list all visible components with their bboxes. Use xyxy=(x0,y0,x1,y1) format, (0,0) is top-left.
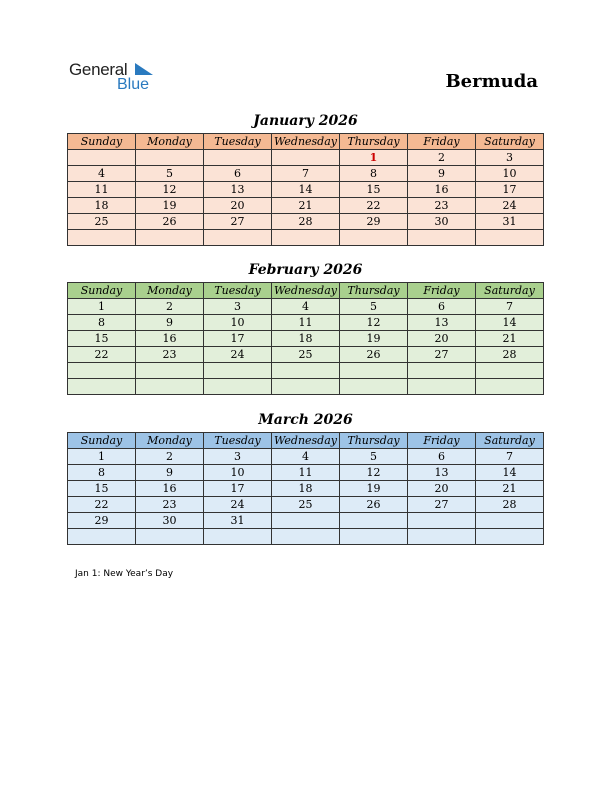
day-cell: 31 xyxy=(476,214,544,230)
empty-day-cell xyxy=(68,230,136,246)
generalblue-logo xyxy=(69,60,169,96)
empty-day-cell xyxy=(204,150,272,166)
weekday-header: Sunday xyxy=(68,134,136,150)
day-cell: 15 xyxy=(68,331,136,347)
empty-day-cell xyxy=(476,230,544,246)
empty-day-cell xyxy=(136,150,204,166)
weekday-header: Sunday xyxy=(68,433,136,449)
country-title: Bermuda xyxy=(445,71,538,92)
day-cell: 26 xyxy=(340,347,408,363)
weekday-header: Wednesday xyxy=(272,283,340,299)
week-row xyxy=(68,497,544,513)
empty-day-cell xyxy=(68,529,136,545)
day-cell: 5 xyxy=(136,166,204,182)
day-cell: 27 xyxy=(408,497,476,513)
day-cell: 17 xyxy=(204,331,272,347)
empty-day-cell xyxy=(340,230,408,246)
week-row xyxy=(68,214,544,230)
weekday-header: Tuesday xyxy=(204,134,272,150)
day-cell: 21 xyxy=(272,198,340,214)
empty-day-cell xyxy=(340,379,408,395)
day-cell: 30 xyxy=(408,214,476,230)
day-cell: 25 xyxy=(68,214,136,230)
day-cell: 10 xyxy=(204,315,272,331)
day-cell: 20 xyxy=(204,198,272,214)
day-cell: 23 xyxy=(136,497,204,513)
empty-day-cell xyxy=(476,363,544,379)
day-cell: 21 xyxy=(476,481,544,497)
empty-day-cell xyxy=(476,379,544,395)
week-row xyxy=(68,465,544,481)
empty-day-cell xyxy=(408,230,476,246)
day-cell: 25 xyxy=(272,347,340,363)
week-row xyxy=(68,529,544,545)
empty-day-cell xyxy=(136,230,204,246)
day-cell: 28 xyxy=(272,214,340,230)
day-cell: 15 xyxy=(68,481,136,497)
day-cell: 24 xyxy=(204,347,272,363)
day-cell: 9 xyxy=(136,315,204,331)
day-cell: 8 xyxy=(340,166,408,182)
day-cell: 18 xyxy=(272,481,340,497)
day-cell: 22 xyxy=(340,198,408,214)
week-row xyxy=(68,299,544,315)
empty-day-cell xyxy=(272,379,340,395)
week-row xyxy=(68,513,544,529)
empty-day-cell xyxy=(204,379,272,395)
day-cell: 19 xyxy=(136,198,204,214)
holiday-notes xyxy=(75,569,173,579)
empty-day-cell xyxy=(136,379,204,395)
day-cell: 7 xyxy=(476,299,544,315)
empty-day-cell xyxy=(68,150,136,166)
day-cell: 10 xyxy=(476,166,544,182)
weekday-header: Wednesday xyxy=(272,134,340,150)
weekday-header: Wednesday xyxy=(272,433,340,449)
weekday-header: Thursday xyxy=(340,134,408,150)
logo-general-text: General xyxy=(69,60,128,79)
logo-blue-text: Blue xyxy=(117,76,150,93)
empty-day-cell xyxy=(476,513,544,529)
day-cell: 14 xyxy=(476,465,544,481)
empty-day-cell xyxy=(340,529,408,545)
day-cell: 29 xyxy=(68,513,136,529)
day-cell: 6 xyxy=(408,449,476,465)
empty-day-cell xyxy=(272,150,340,166)
weekday-header: Sunday xyxy=(68,283,136,299)
day-cell: 9 xyxy=(136,465,204,481)
day-cell: 2 xyxy=(136,449,204,465)
day-cell: 22 xyxy=(68,347,136,363)
day-cell: 24 xyxy=(476,198,544,214)
day-cell: 12 xyxy=(340,315,408,331)
week-row xyxy=(68,182,544,198)
weekday-header-row xyxy=(68,134,544,150)
empty-day-cell xyxy=(204,363,272,379)
day-cell: 24 xyxy=(204,497,272,513)
empty-day-cell xyxy=(408,363,476,379)
day-cell: 7 xyxy=(476,449,544,465)
day-cell: 19 xyxy=(340,481,408,497)
empty-day-cell xyxy=(272,513,340,529)
day-cell: 11 xyxy=(272,465,340,481)
empty-day-cell xyxy=(68,379,136,395)
empty-day-cell xyxy=(476,529,544,545)
day-cell: 1 xyxy=(68,299,136,315)
day-cell: 31 xyxy=(204,513,272,529)
day-cell: 29 xyxy=(340,214,408,230)
day-cell: 4 xyxy=(272,299,340,315)
day-cell: 27 xyxy=(408,347,476,363)
week-row xyxy=(68,379,544,395)
day-cell: 23 xyxy=(136,347,204,363)
day-cell: 13 xyxy=(204,182,272,198)
day-cell: 26 xyxy=(136,214,204,230)
day-cell: 25 xyxy=(272,497,340,513)
day-cell: 13 xyxy=(408,465,476,481)
day-cell: 8 xyxy=(68,465,136,481)
day-cell: 20 xyxy=(408,331,476,347)
empty-day-cell xyxy=(340,363,408,379)
day-cell: 3 xyxy=(476,150,544,166)
day-cell: 16 xyxy=(136,481,204,497)
day-cell: 16 xyxy=(408,182,476,198)
week-row xyxy=(68,363,544,379)
day-cell: 14 xyxy=(476,315,544,331)
day-cell: 28 xyxy=(476,347,544,363)
day-cell: 2 xyxy=(408,150,476,166)
empty-day-cell xyxy=(204,230,272,246)
day-cell: 8 xyxy=(68,315,136,331)
day-cell: 30 xyxy=(136,513,204,529)
day-cell: 19 xyxy=(340,331,408,347)
day-cell: 15 xyxy=(340,182,408,198)
weekday-header: Saturday xyxy=(476,433,544,449)
day-cell: 26 xyxy=(340,497,408,513)
week-row xyxy=(68,150,544,166)
day-cell: 27 xyxy=(204,214,272,230)
day-cell: 4 xyxy=(272,449,340,465)
weekday-header: Monday xyxy=(136,134,204,150)
empty-day-cell xyxy=(136,363,204,379)
week-row xyxy=(68,449,544,465)
day-cell: 1 xyxy=(68,449,136,465)
empty-day-cell xyxy=(408,513,476,529)
empty-day-cell xyxy=(272,230,340,246)
empty-day-cell xyxy=(272,363,340,379)
empty-day-cell xyxy=(204,529,272,545)
holiday-note: Jan 1: New Year’s Day xyxy=(75,569,174,579)
day-cell: 17 xyxy=(476,182,544,198)
month-title-march: March 2026 xyxy=(258,412,353,428)
day-cell: 1 xyxy=(340,150,408,166)
day-cell: 11 xyxy=(272,315,340,331)
week-row xyxy=(68,230,544,246)
month-title-february: February 2026 xyxy=(248,262,363,278)
day-cell: 3 xyxy=(204,299,272,315)
day-cell: 9 xyxy=(408,166,476,182)
day-cell: 6 xyxy=(204,166,272,182)
weekday-header: Tuesday xyxy=(204,283,272,299)
empty-day-cell xyxy=(68,363,136,379)
day-cell: 13 xyxy=(408,315,476,331)
week-row xyxy=(68,481,544,497)
day-cell: 4 xyxy=(68,166,136,182)
empty-day-cell xyxy=(408,529,476,545)
calendar-february xyxy=(67,282,544,395)
empty-day-cell xyxy=(136,529,204,545)
day-cell: 22 xyxy=(68,497,136,513)
day-cell: 6 xyxy=(408,299,476,315)
day-cell: 23 xyxy=(408,198,476,214)
logo-triangle-icon xyxy=(135,63,153,77)
weekday-header: Thursday xyxy=(340,283,408,299)
empty-day-cell xyxy=(272,529,340,545)
week-row xyxy=(68,331,544,347)
weekday-header: Thursday xyxy=(340,433,408,449)
day-cell: 28 xyxy=(476,497,544,513)
day-cell: 17 xyxy=(204,481,272,497)
day-cell: 3 xyxy=(204,449,272,465)
week-row xyxy=(68,347,544,363)
week-row xyxy=(68,198,544,214)
weekday-header: Friday xyxy=(408,433,476,449)
day-cell: 16 xyxy=(136,331,204,347)
calendar-january xyxy=(67,133,544,246)
day-cell: 2 xyxy=(136,299,204,315)
day-cell: 18 xyxy=(68,198,136,214)
week-row xyxy=(68,315,544,331)
day-cell: 12 xyxy=(136,182,204,198)
weekday-header-row xyxy=(68,283,544,299)
month-title-january: January 2026 xyxy=(253,113,358,129)
week-row xyxy=(68,166,544,182)
day-cell: 11 xyxy=(68,182,136,198)
day-cell: 21 xyxy=(476,331,544,347)
day-cell: 12 xyxy=(340,465,408,481)
day-cell: 14 xyxy=(272,182,340,198)
weekday-header: Friday xyxy=(408,134,476,150)
calendar-march xyxy=(67,432,544,545)
weekday-header: Saturday xyxy=(476,134,544,150)
empty-day-cell xyxy=(408,379,476,395)
day-cell: 10 xyxy=(204,465,272,481)
weekday-header: Monday xyxy=(136,433,204,449)
day-cell: 7 xyxy=(272,166,340,182)
weekday-header-row xyxy=(68,433,544,449)
empty-day-cell xyxy=(340,513,408,529)
weekday-header: Monday xyxy=(136,283,204,299)
day-cell: 5 xyxy=(340,449,408,465)
weekday-header: Saturday xyxy=(476,283,544,299)
day-cell: 20 xyxy=(408,481,476,497)
day-cell: 18 xyxy=(272,331,340,347)
day-cell: 5 xyxy=(340,299,408,315)
weekday-header: Friday xyxy=(408,283,476,299)
weekday-header: Tuesday xyxy=(204,433,272,449)
